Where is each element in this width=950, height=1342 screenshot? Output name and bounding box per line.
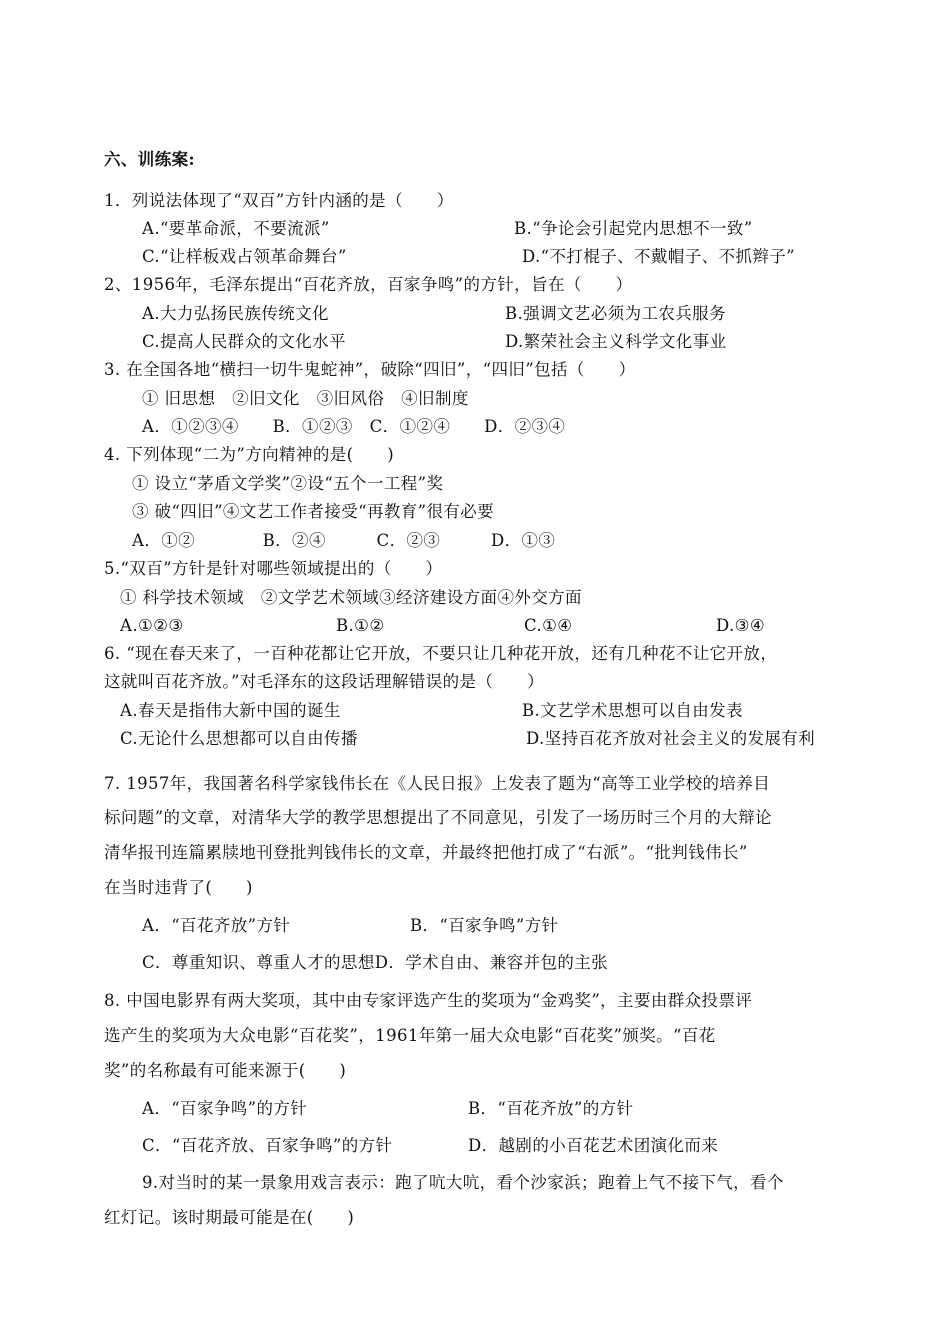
q6-option-d: D.坚持百花齐放对社会主义的发展有利 <box>526 729 816 748</box>
q4-options: A．①② B．②④ C．②③ D．①③ <box>132 531 556 550</box>
q4-items-1: ① 设立“茅盾文学奖”②设“五个一工程”奖 <box>132 474 444 493</box>
q5-option-b: B.①② <box>336 616 385 635</box>
question-5-stem: 5.“双百”方针是针对哪些领域提出的（ ） <box>104 559 443 578</box>
q5-option-c: C.①④ <box>524 616 573 635</box>
q2-option-c: C.提高人民群众的文化水平 <box>142 332 346 351</box>
question-1-stem: 1．列说法体现了“双百”方针内涵的是（ ） <box>104 191 454 210</box>
question-9-stem-2: 红灯记。该时期最可能是在( ) <box>104 1208 355 1227</box>
q1-option-b: B.“争论会引起党内思想不一致” <box>514 219 753 238</box>
q4-items-2: ③ 破“四旧”④文艺工作者接受“再教育”很有必要 <box>132 502 495 521</box>
question-7-stem-2: 标问题”的文章，对清华大学的教学思想提出了不同意见，引发了一场历时三个月的大辩论 <box>104 808 772 827</box>
question-2-stem: 2、1956年，毛泽东提出“百花齐放，百家争鸣”的方针，旨在（ ） <box>104 275 633 294</box>
question-9-stem-1: 9.对当时的某一景象用戏言表示：跑了吭大吭，看个沙家浜；跑着上气不接下气，看个 <box>142 1173 784 1192</box>
q7-option-cd: C．尊重知识、尊重人才的思想D．学术自由、兼容并包的主张 <box>142 953 609 972</box>
question-8-stem-3: 奖”的名称最有可能来源于( ) <box>104 1061 347 1080</box>
q6-option-c: C.无论什么思想都可以自由传播 <box>120 729 358 748</box>
q2-option-b: B.强调文艺必须为工农兵服务 <box>505 304 726 323</box>
q2-option-d: D.繁荣社会主义科学文化事业 <box>505 332 727 351</box>
q5-option-d: D.③④ <box>716 616 766 635</box>
q3-items: ① 旧思想 ②旧文化 ③旧风俗 ④旧制度 <box>142 389 469 408</box>
question-7-stem-4: 在当时违背了( ) <box>104 878 253 897</box>
section-title: 六、训练案: <box>104 150 195 169</box>
q1-option-d: D.“不打棍子、不戴帽子、不抓辫子” <box>522 247 795 266</box>
q2-option-a: A.大力弘扬民族传统文化 <box>142 304 329 323</box>
question-8-stem-1: 8. 中国电影界有两大奖项，其中由专家评选产生的奖项为“金鸡奖”，主要由群众投票评 <box>104 991 753 1010</box>
q8-option-c: C．“百花齐放、百家争鸣”的方针 <box>142 1136 393 1155</box>
q6-option-a: A.春天是指伟大新中国的诞生 <box>120 701 341 720</box>
q6-option-b: B.文艺学术思想可以自由发表 <box>522 701 743 720</box>
q1-option-c: C.“让样板戏占领革命舞台” <box>142 247 347 266</box>
q7-option-a: A．“百花齐放”方针 <box>142 916 291 935</box>
q5-items: ① 科学技术领域 ②文学艺术领域③经济建设方面④外交方面 <box>120 588 582 607</box>
question-6-stem-1: 6. “现在春天来了，一百种花都让它开放，不要只让几种花开放，还有几种花不让它开放， <box>104 644 778 663</box>
q8-option-b: B．“百花齐放”的方针 <box>468 1099 634 1118</box>
q7-option-b: B．“百家争鸣”方针 <box>410 916 559 935</box>
question-4-stem: 4. 下列体现“二为”方向精神的是( ) <box>104 445 395 464</box>
q1-option-a: A.“要革命派，不要流派” <box>142 219 330 238</box>
question-8-stem-2: 选产生的奖项为大众电影“百花奖”，1961年第一届大众电影“百花奖”颁奖。“百花 <box>104 1026 716 1045</box>
question-7-stem-3: 清华报刊连篇累牍地刊登批判钱伟长的文章，并最终把他打成了“右派”。“批判钱伟长” <box>104 843 748 862</box>
q8-option-a: A．“百家争鸣”的方针 <box>142 1099 308 1118</box>
question-3-stem: 3. 在全国各地“横扫一切牛鬼蛇神”，破除“四旧”，“四旧”包括（ ） <box>104 360 636 379</box>
q5-option-a: A.①②③ <box>120 616 184 635</box>
question-6-stem-2: 这就叫百花齐放。”对毛泽东的这段话理解错误的是（ ） <box>104 672 544 691</box>
question-7-stem-1: 7. 1957年，我国著名科学家钱伟长在《人民日报》上发表了题为“高等工业学校的培养目 <box>104 774 771 793</box>
q3-options: A．①②③④ B．①②③ C．①②④ D．②③④ <box>142 417 566 436</box>
q8-option-d: D．越剧的小百花艺术团演化而来 <box>468 1136 719 1155</box>
